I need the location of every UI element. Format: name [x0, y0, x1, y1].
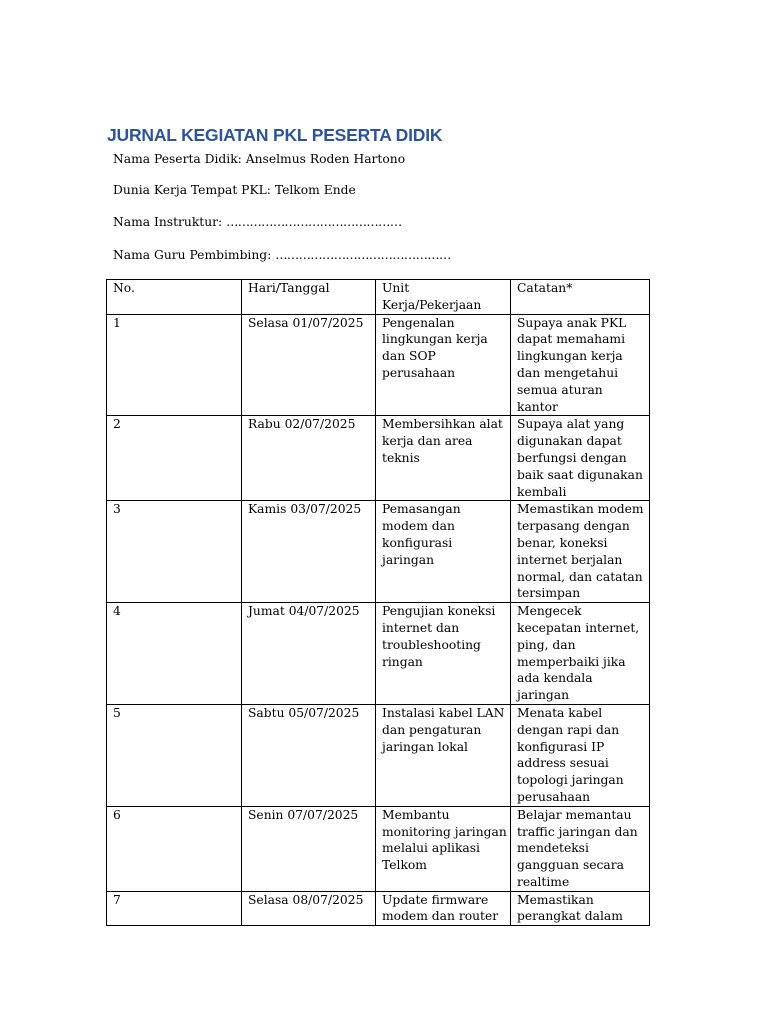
row-work: Pengujian koneksi internet dan troubleshooting ringan — [376, 603, 511, 705]
header-no: No. — [107, 280, 242, 315]
row-number: 7 — [107, 891, 242, 926]
row-notes: Supaya anak PKL dapat memahami lingkungan kerja dan mengetahui semua aturan kantor — [511, 314, 650, 416]
row-notes: Mengecek kecepatan internet, ping, dan memperbaiki jika ada kendala jaringan — [511, 603, 650, 705]
row-number: 4 — [107, 603, 242, 705]
journal-table — [106, 279, 650, 926]
table-row — [107, 603, 650, 705]
row-date: Kamis 03/07/2025 — [242, 501, 376, 603]
workplace-field: Dunia Kerja Tempat PKL: Telkom Ende — [113, 183, 356, 197]
student-name-field: Nama Peserta Didik: Anselmus Roden Hartono — [113, 152, 406, 166]
table-header-row — [107, 280, 650, 315]
supervisor-blank: ……………………………………… — [275, 248, 451, 262]
row-work: Instalasi kabel LAN dan pengaturan jaringan lokal — [376, 704, 511, 806]
row-notes: Memastikan perangkat dalam — [511, 891, 650, 926]
table-row — [107, 314, 650, 416]
row-number: 3 — [107, 501, 242, 603]
row-date: Jumat 04/07/2025 — [242, 603, 376, 705]
row-notes: Memastikan modem terpasang dengan benar, koneksi internet berjalan normal, dan catatan tersimpan — [511, 501, 650, 603]
row-work: Membantu monitoring jaringan melalui aplikasi Telkom — [376, 806, 511, 891]
instructor-blank: ……………………………………… — [226, 215, 402, 229]
table-row — [107, 891, 650, 926]
row-work: Membersihkan alat kerja dan area teknis — [376, 416, 511, 501]
row-notes: Menata kabel dengan rapi dan konfigurasi IP address sesuai topologi jaringan perusahaan — [511, 704, 650, 806]
header-work-unit: Unit Kerja/Pekerjaan — [376, 280, 511, 315]
row-work: Pemasangan modem dan konfigurasi jaringan — [376, 501, 511, 603]
row-date: Rabu 02/07/2025 — [242, 416, 376, 501]
table-row — [107, 501, 650, 603]
row-date: Sabtu 05/07/2025 — [242, 704, 376, 806]
row-date: Selasa 01/07/2025 — [242, 314, 376, 416]
row-number: 5 — [107, 704, 242, 806]
instructor-label: Nama Instruktur: — [113, 215, 227, 229]
row-number: 1 — [107, 314, 242, 416]
table-row — [107, 704, 650, 806]
row-date: Selasa 08/07/2025 — [242, 891, 376, 926]
header-date: Hari/Tanggal — [242, 280, 376, 315]
row-date: Senin 07/07/2025 — [242, 806, 376, 891]
row-notes: Belajar memantau traffic jaringan dan mendeteksi gangguan secara realtime — [511, 806, 650, 891]
document-title: JURNAL KEGIATAN PKL PESERTA DIDIK — [107, 125, 443, 145]
header-notes: Catatan* — [511, 280, 650, 315]
supervisor-field — [113, 247, 451, 263]
supervisor-label: Nama Guru Pembimbing: — [113, 248, 276, 262]
row-number: 6 — [107, 806, 242, 891]
row-work: Update firmware modem dan router — [376, 891, 511, 926]
table-row — [107, 416, 650, 501]
row-work: Pengenalan lingkungan kerja dan SOP perusahaan — [376, 314, 511, 416]
row-number: 2 — [107, 416, 242, 501]
table-row — [107, 806, 650, 891]
instructor-field — [113, 214, 402, 230]
row-notes: Supaya alat yang digunakan dapat berfungsi dengan baik saat digunakan kembali — [511, 416, 650, 501]
